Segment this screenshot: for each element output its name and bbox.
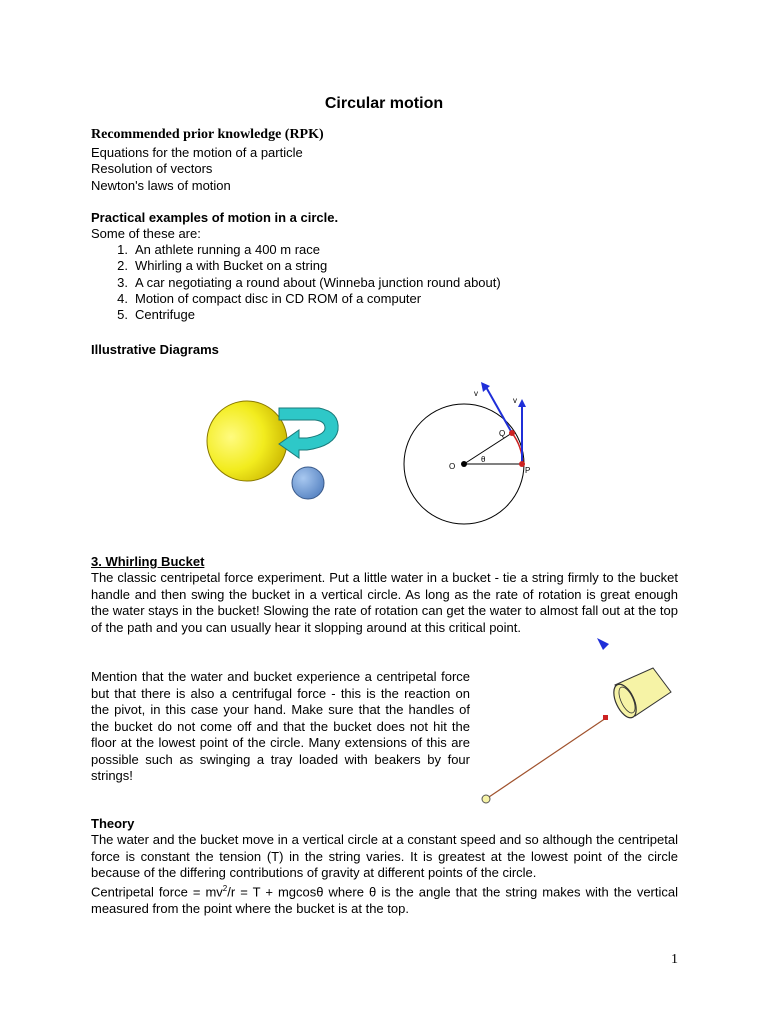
point-q bbox=[509, 430, 515, 436]
theory-formula bbox=[91, 881, 678, 917]
list-item bbox=[91, 275, 501, 291]
label-v1: v bbox=[474, 389, 478, 398]
center-point bbox=[461, 461, 467, 467]
list-number: 4. bbox=[117, 290, 128, 306]
bucket-heading: 3. Whirling Bucket bbox=[91, 554, 205, 569]
list-number: 1. bbox=[117, 242, 128, 257]
list-text: A car negotiating a round about (Winneba junction round about) bbox=[135, 274, 501, 290]
orbit-arrow-icon bbox=[279, 408, 338, 458]
diagrams-heading: Illustrative Diagrams bbox=[91, 342, 219, 357]
pivot-point bbox=[482, 795, 490, 803]
list-number: 5. bbox=[117, 307, 128, 323]
list-number: 2. bbox=[117, 258, 128, 274]
string-knot bbox=[603, 715, 608, 720]
theory-paragraph: The water and the bucket move in a vertical circle at a constant speed and so although the centripetal force is constant the tension (T) in the string varies. It is greatest at the lowest point of the circle because of the differing contributions of gravity at different points of the circle. bbox=[91, 832, 678, 880]
label-v2: v bbox=[513, 396, 517, 405]
formula-superscript: 2 bbox=[222, 884, 228, 893]
list-item bbox=[91, 258, 501, 274]
list-text: An athlete running a 400 m race bbox=[135, 242, 321, 257]
practical-heading: Practical examples of motion in a circle. bbox=[91, 210, 339, 225]
bucket-icon bbox=[609, 668, 671, 721]
label-q: Q bbox=[499, 429, 506, 438]
orbit-diagram bbox=[195, 388, 345, 506]
sun-circle bbox=[207, 401, 287, 481]
formula-suffix: /r = T + mgcosθ where θ is the angle that the string makes with the vertical measured from the point where the bucket is at the top. bbox=[91, 884, 678, 916]
theory-heading: Theory bbox=[91, 816, 135, 831]
label-p: P bbox=[525, 466, 531, 475]
vector-diagram bbox=[395, 378, 545, 528]
list-text: Centrifuge bbox=[135, 307, 195, 323]
bucket-paragraph-1: The classic centripetal force experiment. Put a little water in a bucket - tie a string firmly to the bucket handle and then swing the bucket in a vertical circle. As long as the rate of rotation is great enough the water stays in the bucket! Slowing the rate of rotation can get the water to almost fall out at the top of the path and you can usually hear it slopping around at this critical point. bbox=[91, 570, 678, 635]
bucket-diagram bbox=[475, 630, 675, 808]
label-theta: θ bbox=[481, 455, 486, 464]
practical-intro: Some of these are: bbox=[91, 226, 201, 241]
list-item bbox=[91, 242, 501, 258]
list-item bbox=[91, 307, 501, 323]
list-text: Whirling a with Bucket on a string bbox=[135, 258, 328, 274]
planet-circle bbox=[292, 467, 324, 499]
arrow-marker-icon bbox=[597, 638, 609, 650]
label-o: O bbox=[449, 462, 456, 471]
rpk-item: Equations for the motion of a particle bbox=[91, 145, 303, 160]
rpk-heading: Recommended prior knowledge (RPK) bbox=[91, 127, 324, 142]
rpk-item: Newton's laws of motion bbox=[91, 178, 231, 193]
list-number: 3. bbox=[117, 274, 128, 290]
page-number: 1 bbox=[671, 952, 678, 967]
bucket-string bbox=[486, 718, 606, 799]
formula-prefix: Centripetal force = mv bbox=[91, 884, 223, 900]
list-item bbox=[91, 291, 501, 307]
rpk-item: Resolution of vectors bbox=[91, 161, 213, 176]
examples-list bbox=[91, 242, 501, 323]
bucket-paragraph-2: Mention that the water and bucket experience a centripetal force but that there is also a centrifugal force - this is the reaction on the pivot, in this case your hand. Make sure that the handles of the bucket do not come off and that the bucket does not hit the floor at the lowest point of the circle. Many extensions of this are possible such as swinging a tray loaded with beakers by four strings! bbox=[91, 669, 470, 783]
page-title: Circular motion bbox=[324, 95, 444, 112]
vector-arrowhead-icon bbox=[518, 399, 526, 407]
list-text: Motion of compact disc in CD ROM of a computer bbox=[135, 290, 422, 306]
